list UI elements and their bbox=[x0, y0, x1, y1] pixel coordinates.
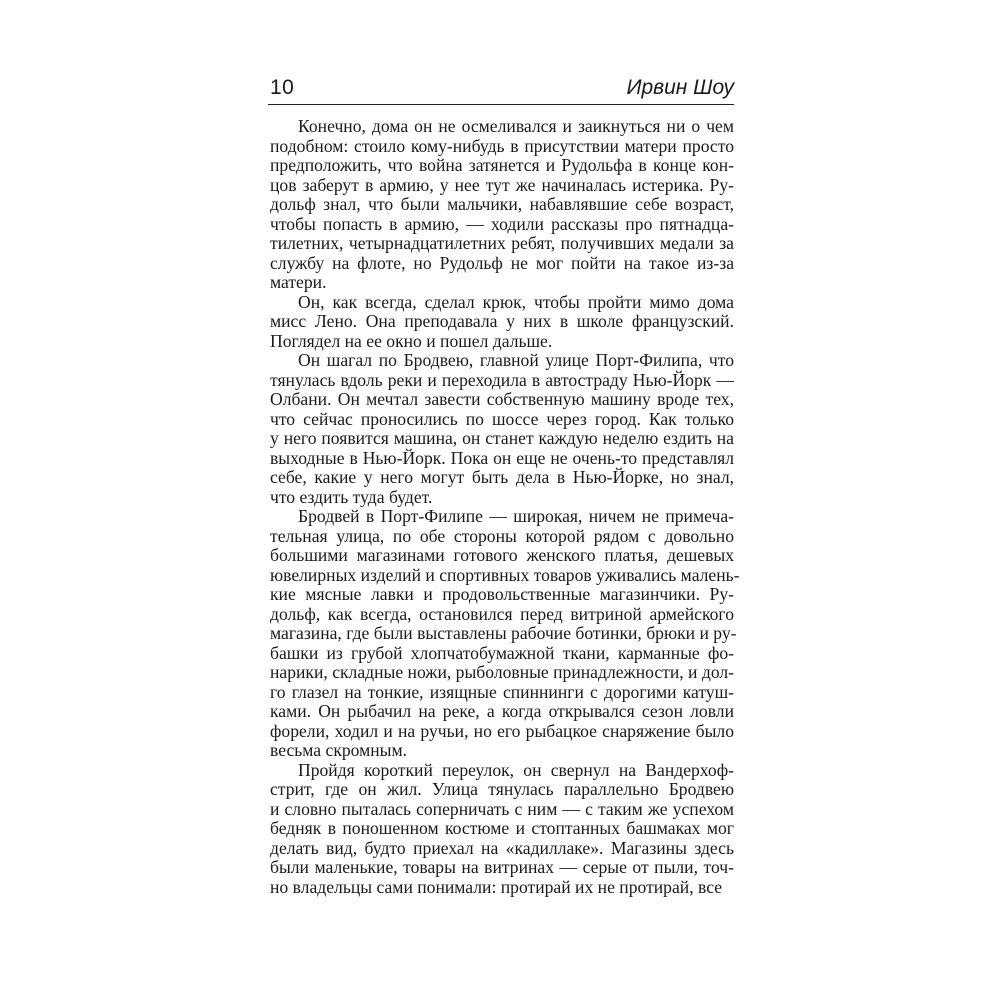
text-line: Пройдя короткий переулок, он свернул на Вандерхоф- bbox=[298, 759, 734, 780]
text-line: выходные в Нью-Йорк. Пока он еще не очень-то представлял bbox=[270, 447, 734, 468]
text-line: и словно пыталась соперничать с ним — с таким же успехом bbox=[270, 798, 734, 819]
text-line: тельная улица, по обе стороны которой рядом с довольно bbox=[270, 525, 734, 546]
text-line: го глазел на тонкие, изящные спиннинги с дорогими катуш- bbox=[270, 681, 734, 702]
text-line: ками. Он рыбачил на реке, а когда открывался сезон ловли bbox=[270, 701, 734, 721]
text-line: Олбани. Он мечтал завести собственную машину вроде тех, bbox=[270, 389, 734, 409]
body-text bbox=[270, 116, 740, 897]
paragraph bbox=[270, 761, 734, 898]
text-line: но владельцы сами понимали: протирай их не протирай, все bbox=[270, 876, 723, 897]
text-line: Конечно, дома он не осмеливался и заикнуться ни о чем bbox=[298, 116, 734, 136]
text-line: дольф, как всегда, остановился перед витриной армейского bbox=[270, 603, 734, 624]
text-line: тилетних, четырнадцатилетних ребят, получивших медали за bbox=[270, 233, 734, 253]
paragraph bbox=[270, 506, 740, 761]
text-line: стрит, где он жил. Улица тянулась параллельно Бродвею bbox=[270, 779, 734, 799]
text-line: что сейчас проносились по шоссе через город. Как только bbox=[270, 408, 734, 429]
text-line: подобном: стоило кому-нибудь в присутствии матери просто bbox=[270, 135, 734, 156]
text-line: Он шагал по Бродвею, главной улице Порт-Филипа, что bbox=[298, 350, 734, 370]
paragraph bbox=[270, 293, 734, 352]
paragraph bbox=[270, 117, 734, 293]
text-line: цов заберут в армию, у нее тут же начиналась истерика. Ру- bbox=[270, 174, 734, 195]
text-line: делать вид, будто приехал на «кадиллаке». Магазины здесь bbox=[270, 837, 734, 858]
text-line: Поглядел на ее окно и пошел дальше. bbox=[270, 330, 553, 351]
text-line: тянулась вдоль реки и переходила в автостраду Нью-Йорк — bbox=[270, 369, 734, 390]
text-line: Бродвей в Порт-Филипе — широкая, ничем не примеча- bbox=[298, 506, 734, 526]
text-line: нарики, складные ножи, рыболовные принадлежности, и дол- bbox=[270, 662, 735, 682]
text-line: себе, какие у него могут быть дела в Нью-Йорке, но знал, bbox=[270, 467, 734, 487]
text-line: матери. bbox=[270, 272, 327, 292]
text-line: магазина, где были выставлены рабочие ботинки, брюки и ру- bbox=[270, 623, 737, 643]
text-line: ювелирных изделий и спортивных товаров уживались малень- bbox=[270, 564, 740, 585]
paragraph bbox=[270, 351, 734, 507]
header-rule bbox=[268, 104, 734, 105]
text-line: мисс Лено. Она преподавала у них в школе французский. bbox=[270, 311, 734, 331]
text-line: что ездить туда будет. bbox=[270, 486, 433, 507]
text-line: форели, ходил и на ручьи, но его рыбацкое снаряжение было bbox=[270, 720, 734, 741]
running-head-author: Ирвин Шоу bbox=[626, 76, 734, 99]
page-header bbox=[268, 74, 734, 104]
text-line: кие мясные лавки и продовольственные магазинчики. Ру- bbox=[270, 584, 734, 604]
text-line: у него появится машина, он станет каждую неделю ездить на bbox=[270, 428, 734, 448]
text-line: чтобы попасть в армию, — ходили рассказы про пятнадца- bbox=[270, 213, 734, 234]
text-line: башки из грубой хлопчатобумажной ткани, карманные фо- bbox=[270, 642, 734, 663]
text-line: большими магазинами готового женского платья, дешевых bbox=[270, 545, 734, 565]
text-line: предположить, что война затянется и Рудольфа в конце кон- bbox=[270, 155, 734, 175]
text-line: Он, как всегда, сделал крюк, чтобы пройти мимо дома bbox=[298, 291, 734, 312]
text-line: были маленькие, товары на витринах — серые от пыли, точ- bbox=[270, 857, 734, 877]
text-line: бедняк в поношенном костюме и стоптанных башмаках мог bbox=[270, 818, 734, 838]
page-number: 10 bbox=[270, 76, 295, 99]
text-line: дольф знал, что были мальчики, набавлявшие себе возраст, bbox=[270, 194, 734, 214]
text-line: весьма скромным. bbox=[270, 740, 408, 760]
text-line: службу на флоте, но Рудольф не мог пойти на такое из-за bbox=[270, 252, 734, 273]
